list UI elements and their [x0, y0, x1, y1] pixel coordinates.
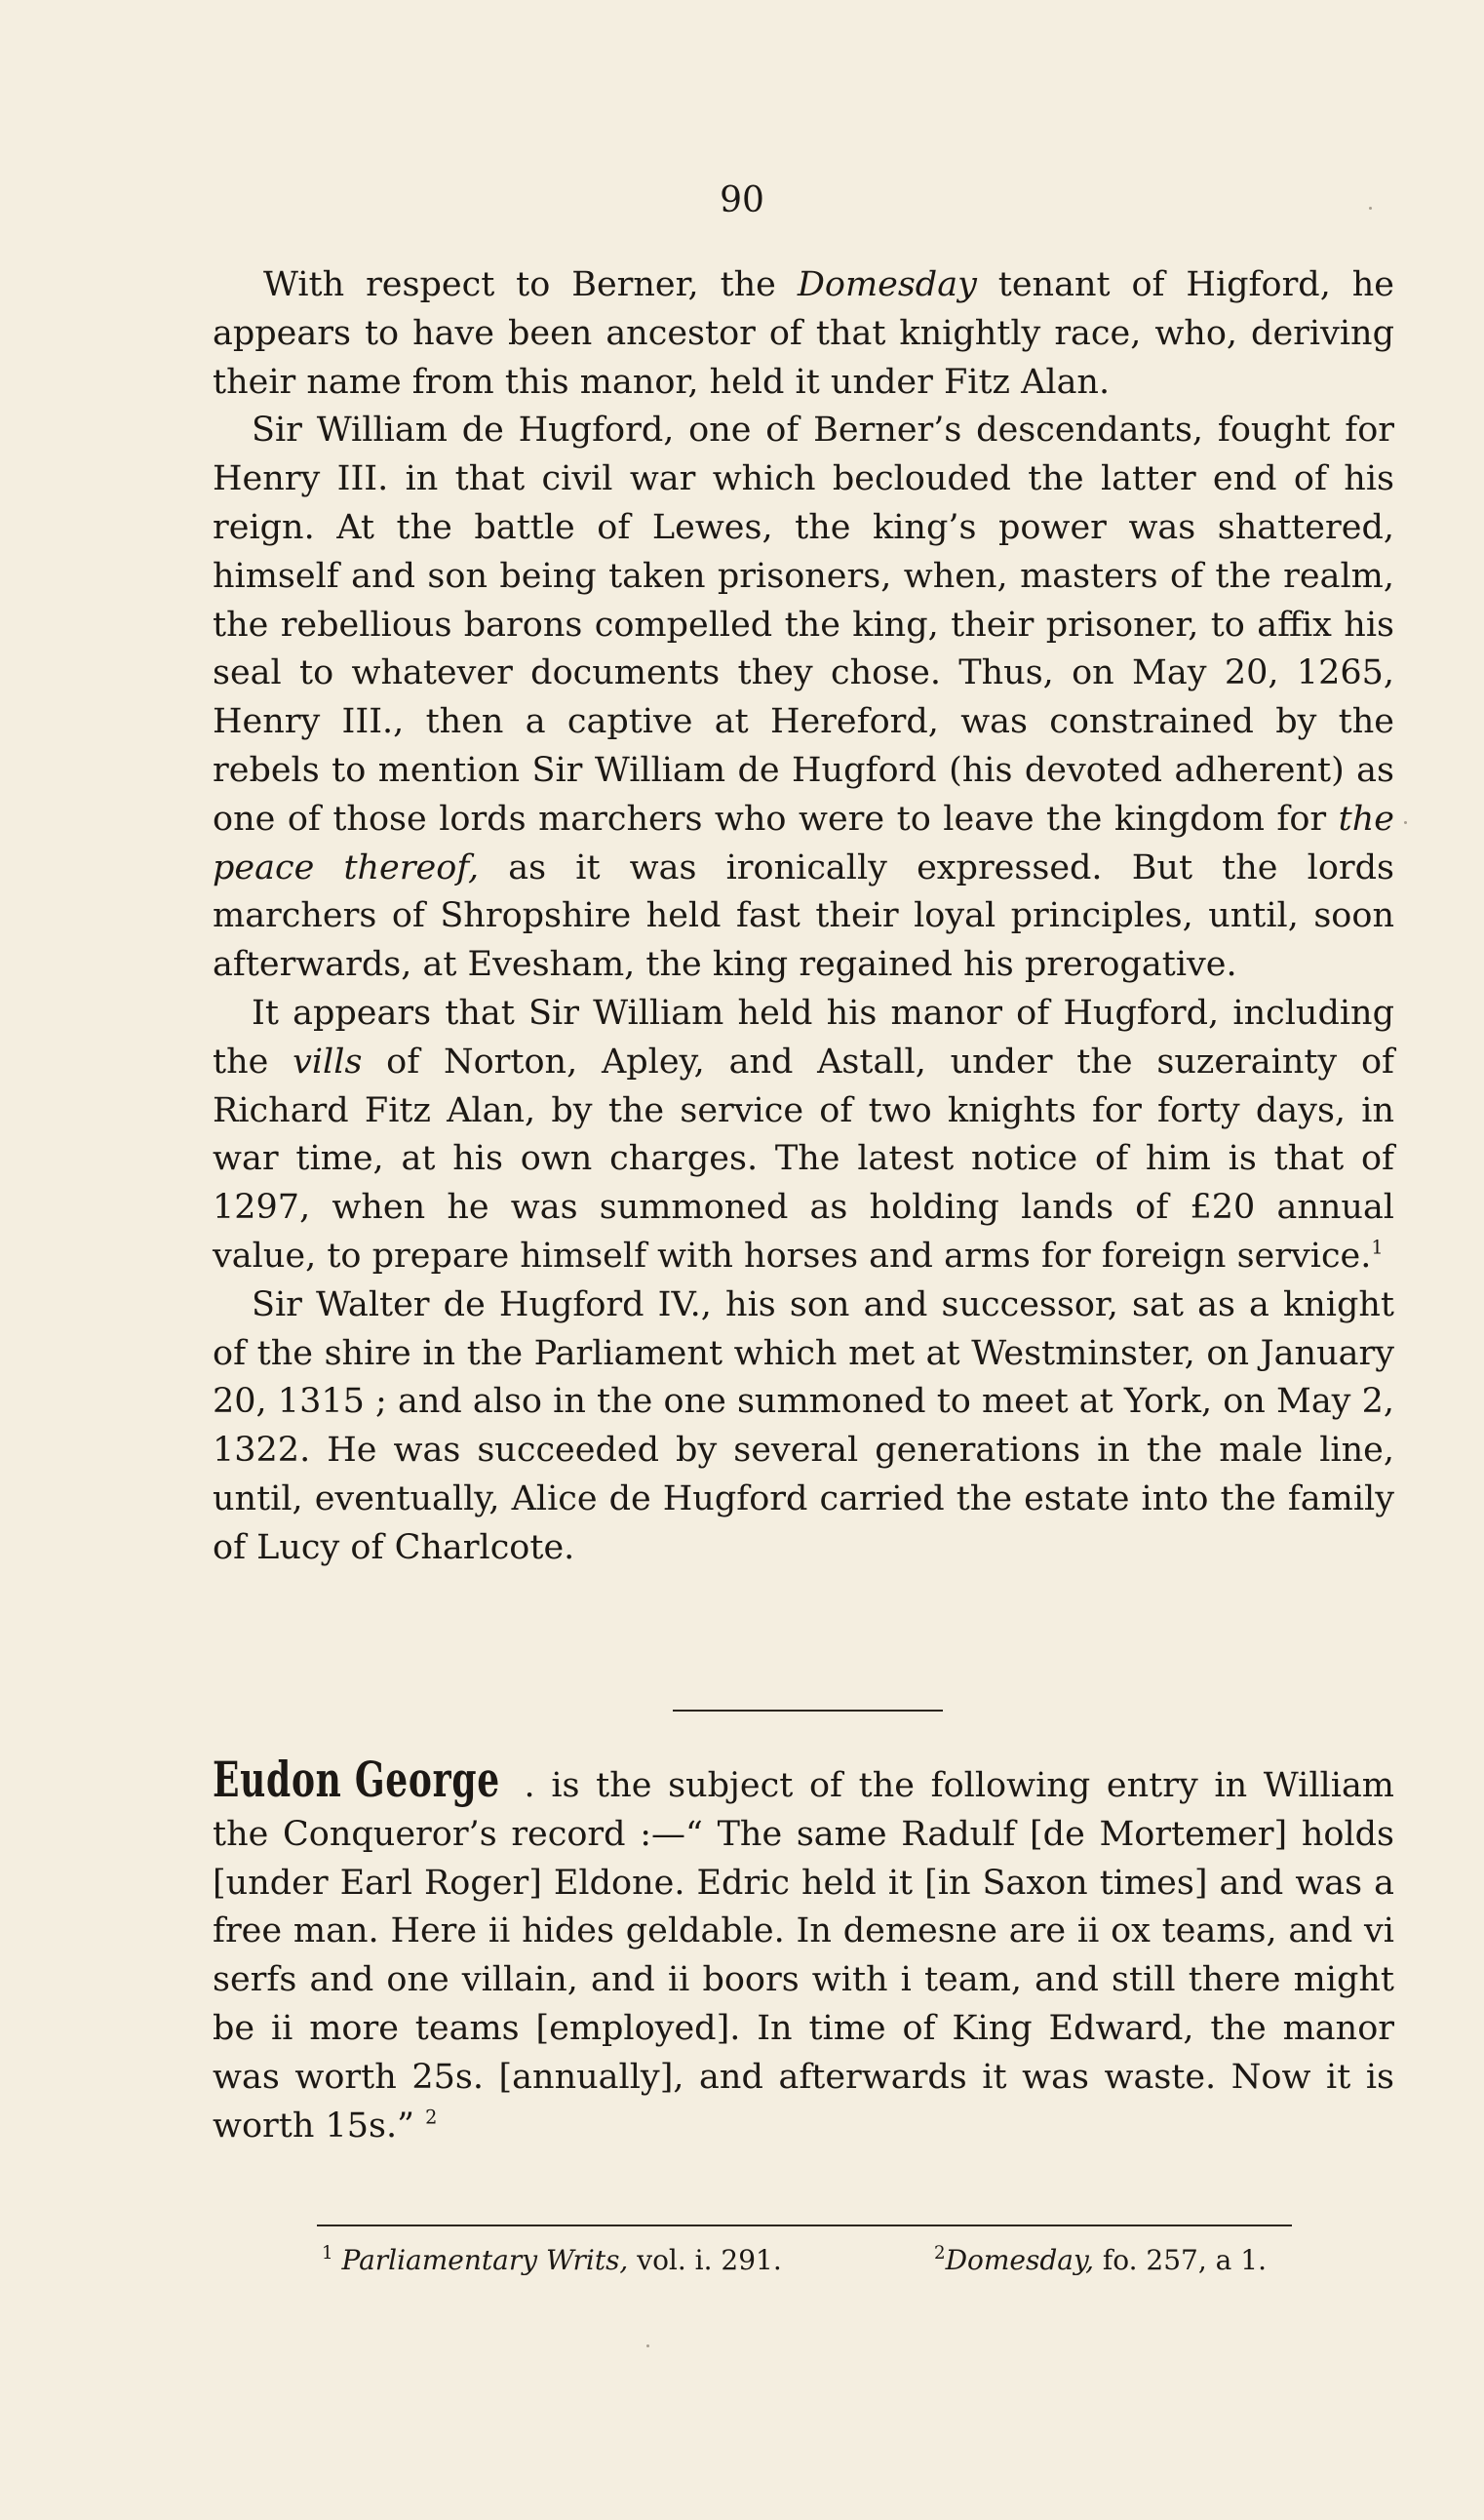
- paper-speck: [1404, 821, 1407, 824]
- paragraph-berner: With respect to Berner, the Domesday tenant of Higford, he appears to have been ancestor of that knightly race, who, deriving their name from this manor, held it under Fitz Alan.: [213, 265, 1394, 402]
- paragraph-eudon-george: Eudon George . is the subject of the following entry in William the Conqueror’s record :—“ The same Radulf [de Mortemer] holds [under Earl Roger] Eldone. Edric held it [in Saxon times] and was a free man. Here ii hides geldable. In demesne are ii ox teams, and vi serfs and one villain, and ii boors with i team, and still there might be ii more teams [employed]. In time of King Edward, the manor was worth 25s. [annually], and afterwards it was waste. Now it is worth 15s.” $^2$: [213, 1751, 1394, 2146]
- italic-term: vills: [293, 1042, 363, 1082]
- footnote-ref[interactable]: 1: [1371, 1236, 1384, 1259]
- paragraph-sir-william: Sir William de Hugford, one of Berner’s descendants, fought for Henry III. in that civil war which beclouded the latter end of his reign. At the battle of Lewes, the king’s power was shattered, himself and son being taken prisoners, when, masters of the realm, the rebellious barons compelled the king, their prisoner, to affix his seal to whatever documents they chose. Thus, on May 20, 1265, Henry III., then a captive at Hereford, was constrained by the rebels to mention Sir William de Hugford (his devoted adherent) as one of those lords marchers who were to leave the kingdom for the peace thereof, as it was ironically expressed. But the lords marchers of Shropshire held fast their loyal principles, until, soon afterwards, at Evesham, the king regained his prerogative.: [213, 411, 1395, 985]
- section-divider: [673, 1710, 943, 1712]
- italic-term: Domesday: [797, 265, 977, 304]
- page-number: 90: [720, 180, 764, 220]
- paper-speck: [1369, 207, 1372, 210]
- footnote-1: $^1$ Parliamentary Writs, vol. i. 291.: [322, 2243, 782, 2276]
- italic-term: the peace thereof,: [213, 799, 1394, 887]
- paper-speck: [646, 2344, 649, 2347]
- section-eudon-george: [213, 1751, 1394, 2150]
- main-text: [213, 261, 1394, 1573]
- footnote-ref[interactable]: 2: [425, 2106, 438, 2129]
- footnote-divider: [317, 2225, 1292, 2226]
- footnote-2: $^2$Domesday, fo. 257, a 1.: [934, 2243, 1267, 2276]
- paragraph-manor-tenure: It appears that Sir William held his manor of Hugford, including the vills of Norton, Apley, and Astall, under the suzerainty of Richard Fitz Alan, by the service of two knights for forty days, in war time, at his own charges. The latest notice of him is that of 1297, when he was summoned as holding lands of £20 annual value, to prepare himself with horses and arms for foreign service.$^1$: [213, 993, 1394, 1276]
- section-heading: Eudon George: [213, 1751, 500, 1808]
- paragraph-sir-walter: Sir Walter de Hugford IV., his son and successor, sat as a knight of the shire in the Parliament which met at Westminster, on January 20, 1315 ; and also in the one summoned to meet at York, on May 2, 1322. He was succeeded by several generations in the male line, until, eventually, Alice de Hugford carried the estate into the family of Lucy of Charlcote.: [213, 1284, 1394, 1567]
